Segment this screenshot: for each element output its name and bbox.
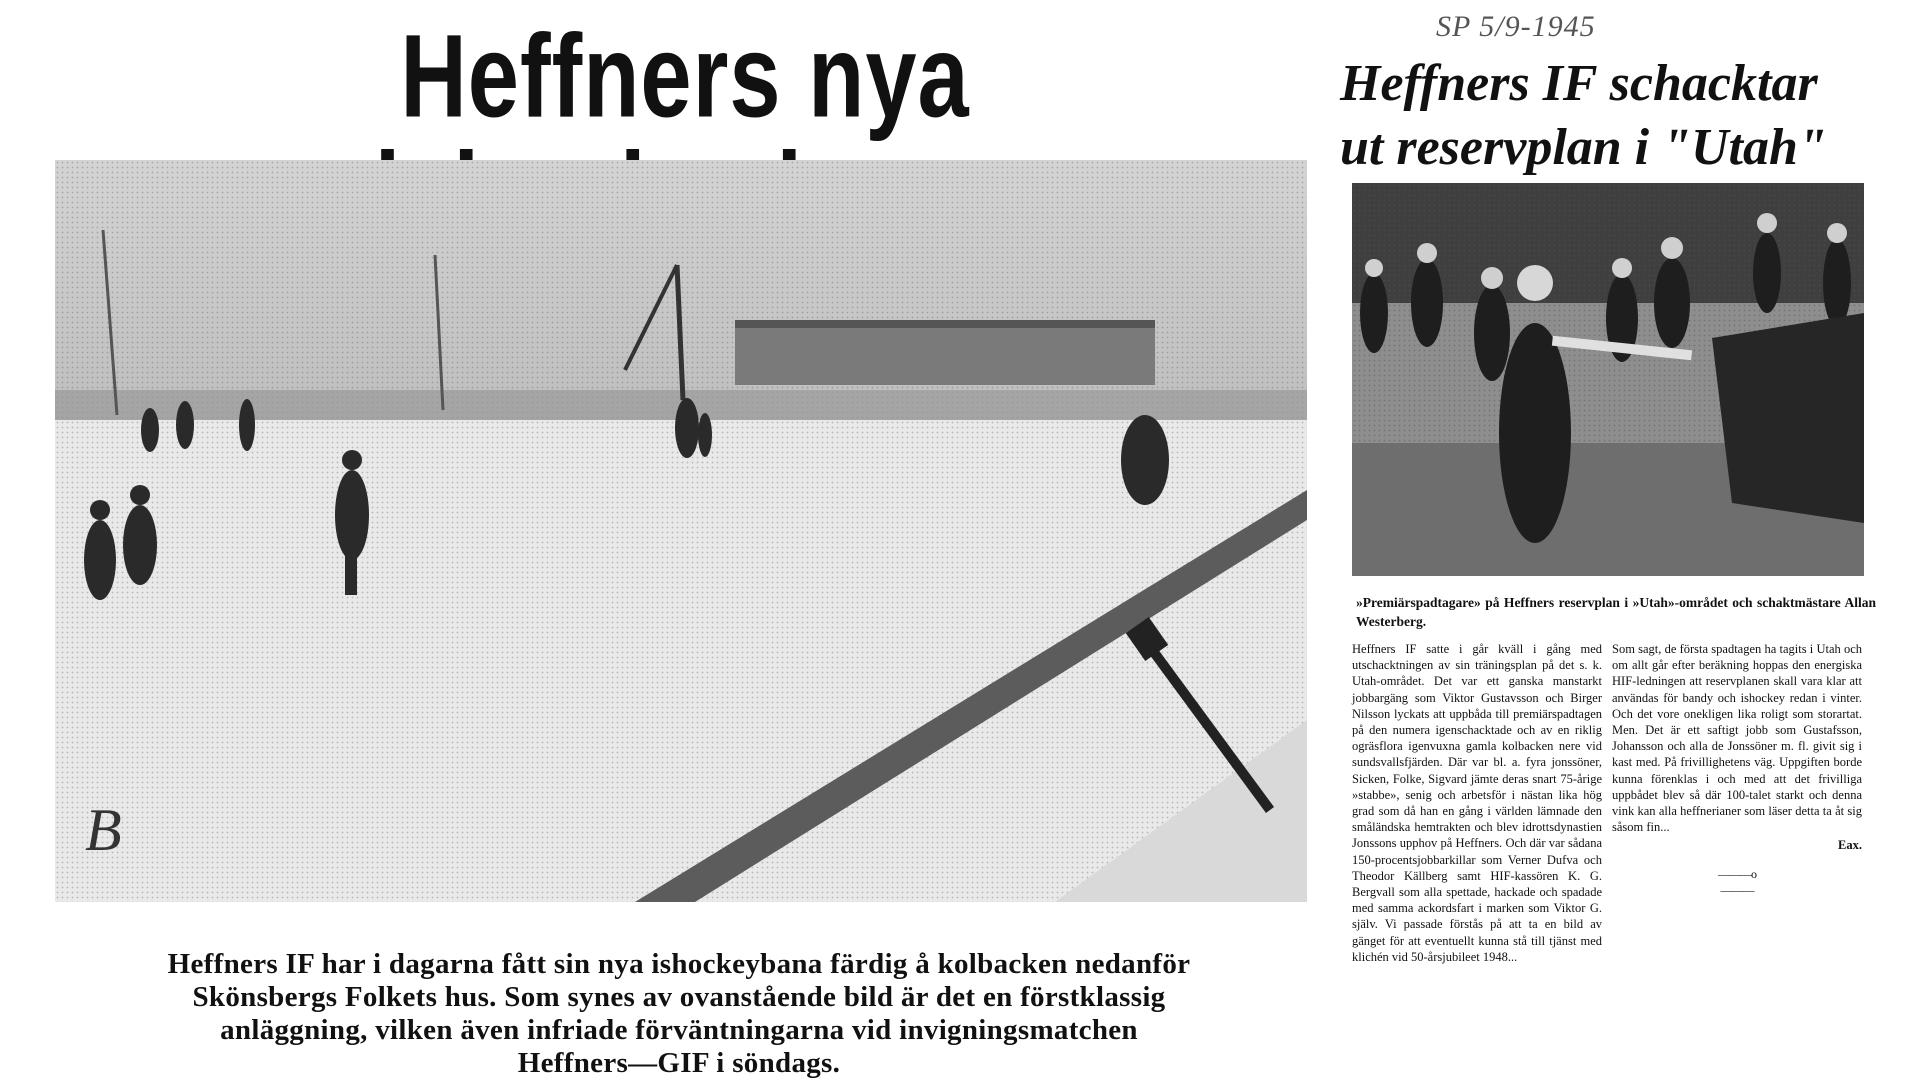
left-caption-line: Heffners—GIF i söndags. (517, 1047, 841, 1079)
end-rule: ———o——— (1718, 866, 1756, 897)
right-headline (1340, 52, 1900, 180)
article-column-1 (1352, 641, 1602, 965)
left-caption-line: anläggning, vilken även infriade förväntningarna vid invigningsmatchen (220, 1014, 1138, 1046)
rink-photo-graphic (55, 160, 1307, 902)
svg-text:B: B (85, 797, 122, 863)
rink-photo (55, 160, 1307, 902)
signature: Eax. (1838, 838, 1862, 853)
left-headline: Heffners nya (400, 11, 970, 143)
workers-photo (1352, 183, 1864, 576)
left-caption-line: Skönsbergs Folkets hus. Som synes av ovanstående bild är det en förstklassig (192, 981, 1166, 1013)
photo-caption: »Premiärspadtagare» på Heffners reservplan i »Utah»-området och schaktmästare Allan Westerberg. (1356, 595, 1876, 629)
left-caption (48, 948, 1310, 1080)
article-text: Som sagt, de första spadtagen ha tagits i Utah och om allt går efter beräkning hoppas den energiska HIF-ledningen att reservplanen skall vara klar att användas för bandy och ishockey redan i vinter. Och det vore onekligen lika roligt som storartat. Men. Det är ett saftigt jobb som Gustafsson, Johansson och alla de Jonssöner m. fl. givit sig i kast med. På frivillighetens väg. Uppgiften borde kunna förenklas i och med att det frivilliga uppbådet blev så där 100-talet starkt och denna vink kan alla heffnerianer som läser detta ta åt sig såsom fin... (1612, 642, 1862, 835)
right-headline-line: Heffners IF schacktar (1340, 55, 1818, 112)
article-text: Heffners IF satte i går kväll i gång med utschacktningen av sin träningsplan på det s. k. Utah-området. Det var ett ganska manstarkt jobbargäng som Viktor Gustavsson och Birger Nilsson lyckats att uppbåda till premiärspadtagen på den numera igenschacktade och av en riklig ogräsflora igenvuxna gamla kolbacken nere vid sundsvallsfjärden. Där var bl. a. fyra jonssöner, Sicken, Folke, Sigvard jämte deras snart 75-årige »stabbe», senig och arbetsför i nästan lika hög grad som då han en gång i världen lämnade den småländska hemtrakten och blev idrottsdynastien Jonssons upphov på Heffners. Och där var sådana 150-procentsjobbarkillar som Verner Dufva och Theodor Källberg samt HIF-kassören K. G. Bergvall som alla spettade, hackade och spadade med samma ackordsfart i marken som Viktor G. själv. Vi passade förstås på att ta en bild av gänget för att eventuellt kunna stå till tjänst med klichén vid 50-årsjubileet 1948... (1352, 642, 1602, 964)
article-column-2 (1612, 641, 1862, 898)
workers-photo-graphic (1352, 183, 1864, 576)
date-stamp: SP 5/9-1945 (1436, 10, 1596, 43)
left-caption-line: Heffners IF har i dagarna fått sin nya ishockeybana färdig å kolbacken nedanför (167, 948, 1191, 980)
right-headline-line: ut reservplan i "Utah" (1340, 119, 1827, 176)
